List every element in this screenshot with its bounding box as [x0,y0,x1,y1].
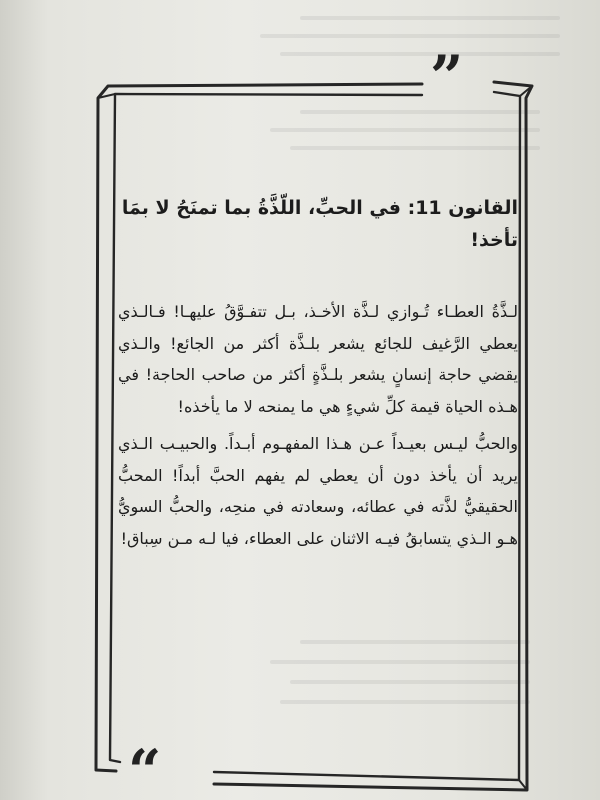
paragraph: والحبُّ ليـس بعيـداً عـن هـذا المفهـوم أبـداً. والحبيـب الـذي يريد أن يأخذ دون أن يعطي لم يفهم الحبَّ أبداً! المحبُّ الحقيقيُّ لذَّته في عطائه، وسعادته في منحِه، والحبُّ السويُّ هـو الـذي يتسابقُ فيـه الاثنان على العطاء، فيا لـه مـن سِباق! [118,434,518,548]
closing-quote-icon: “ [128,737,158,800]
law-heading: القانون 11: في الحبِّ، اللّذَّةُ بما تمنَحُ لا بمَا تأخذ! [121,197,518,251]
paragraph: لـذَّةُ العطـاء تُـوازي لـذَّة الأخـذ، بـل تتفـوَّقُ عليهـا! فـالـذي يعطي الرَّغيف للجائع يشعر بلـذَّة أكثر من الجائع! والـذي يقضي حاجة إنسانٍ يشعر بلـذَّةٍ أكثر من صاحب الحاجة! في هـذه الحياة قيمة كلِّ شيءٍ هي ما يمنحه لا ما يأخذه! [118,302,518,416]
opening-quote-icon: ” [430,43,460,111]
quote-content [118,192,518,560]
